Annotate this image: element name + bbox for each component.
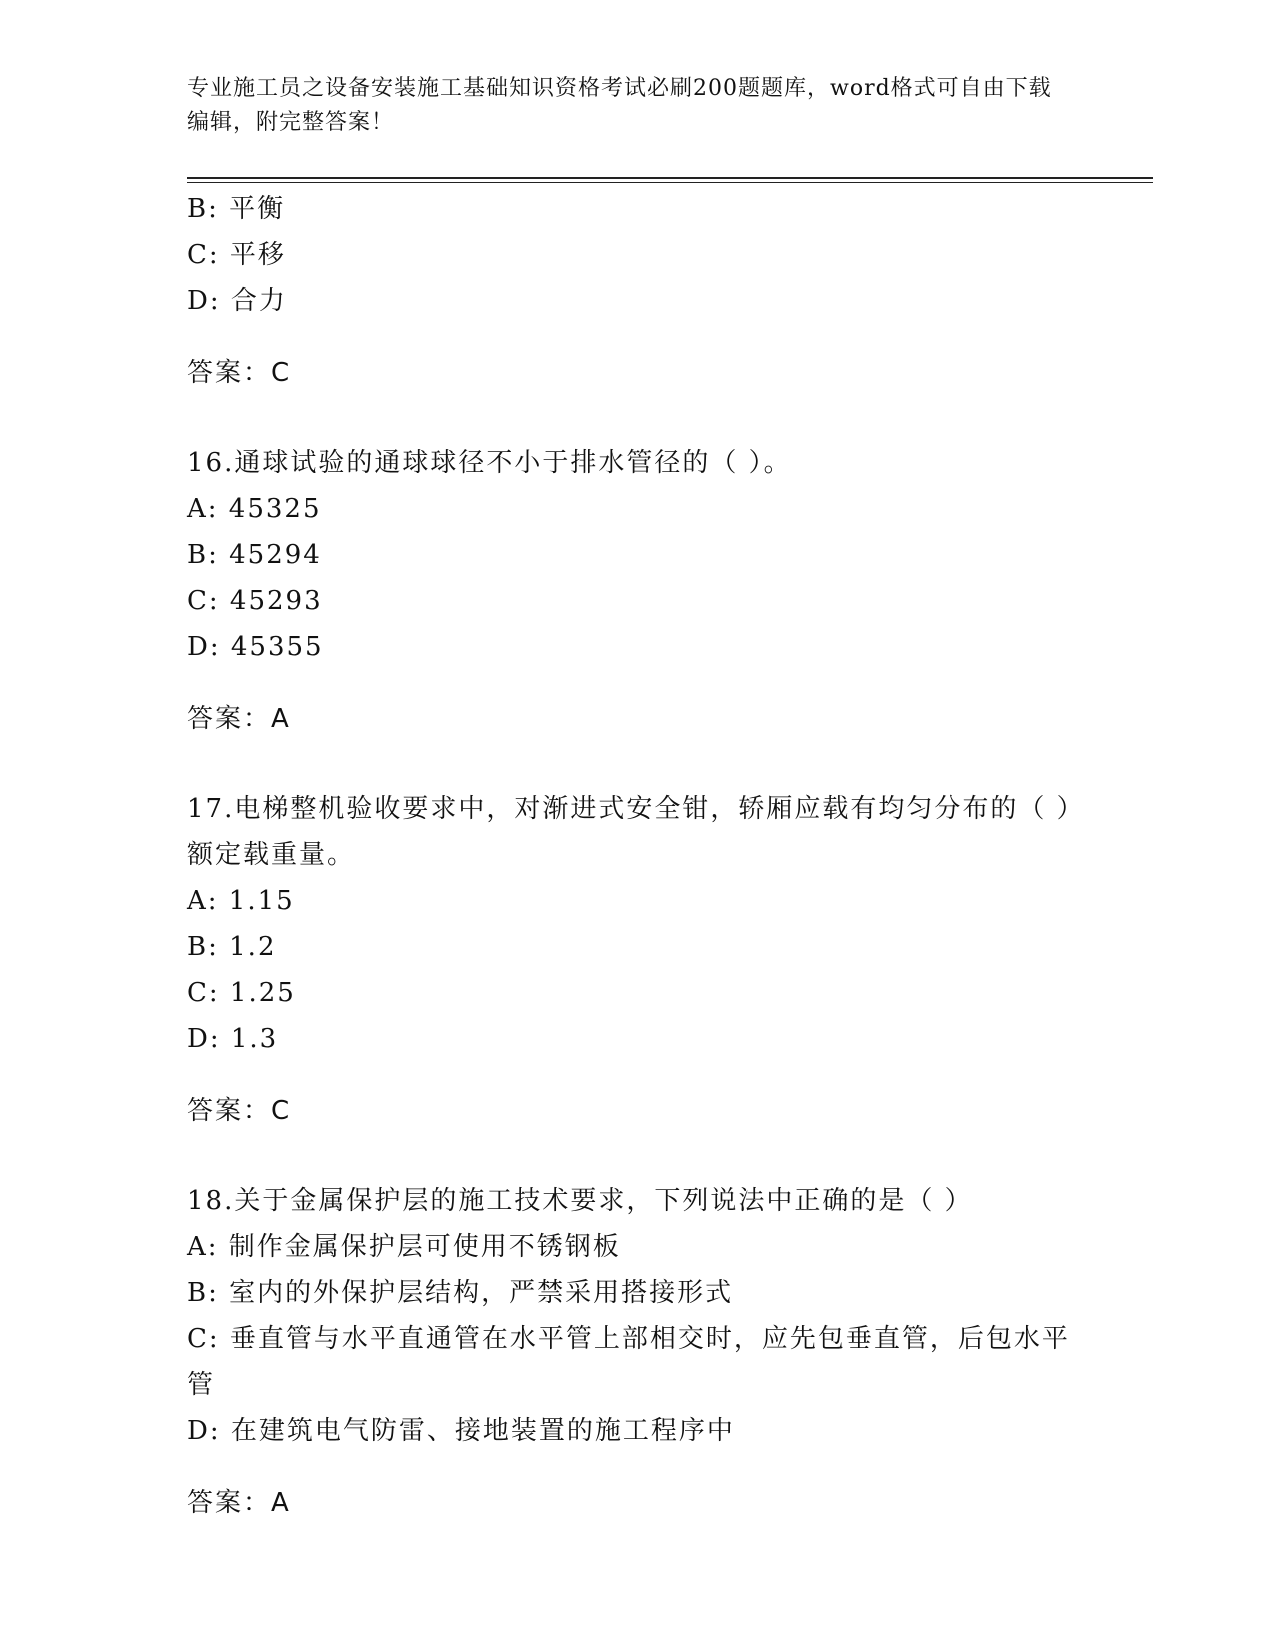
option-d: D: 1.3 [187,1024,279,1054]
option-d: D: 合力 [187,286,287,316]
option-c: C: 垂直管与水平直通管在水平管上部相交时，应先包垂直管，后包水平管 [187,1324,1070,1400]
answer-line: 答案：C [187,1096,292,1126]
question-content [187,186,1077,1552]
option-a: A: 1.15 [187,886,295,916]
option-a: A: 45325 [187,494,322,524]
option-b: B: 平衡 [187,194,286,224]
question-text: 18.关于金属保护层的施工技术要求，下列说法中正确的是（ ） [187,1186,973,1216]
answer-line: 答案：A [187,704,291,734]
option-d: D: 45355 [187,632,324,662]
header-title: 专业施工员之设备安装施工基础知识资格考试必刷200题题库，word格式可自由下载编辑，附完整答案！ [187,76,1052,135]
option-d: D: 在建筑电气防雷、接地装置的施工程序中 [187,1416,735,1446]
option-a: A: 制作金属保护层可使用不锈钢板 [187,1232,621,1262]
question-text: 16.通球试验的通球球径不小于排水管径的（ ）。 [187,448,792,478]
answer-line: 答案：C [187,358,292,388]
answer-line: 答案：A [187,1488,291,1518]
header-divider-thin [187,182,1153,183]
question-block-16 [187,440,1077,742]
option-b: B: 室内的外保护层结构，严禁采用搭接形式 [187,1278,734,1308]
option-c: C: 1.25 [187,978,296,1008]
question-block-17 [187,786,1077,1134]
question-block-18 [187,1178,1077,1526]
header-divider-thick [187,177,1153,179]
option-c: C: 45293 [187,586,323,616]
option-b: B: 45294 [187,540,322,570]
option-c: C: 平移 [187,240,286,270]
question-text: 17.电梯整机验收要求中，对渐进式安全钳，轿厢应载有均匀分布的（ ）额定载重量。 [187,794,1072,870]
document-header [187,72,1067,140]
option-b: B: 1.2 [187,932,277,962]
question-block-15-partial [187,186,1077,396]
